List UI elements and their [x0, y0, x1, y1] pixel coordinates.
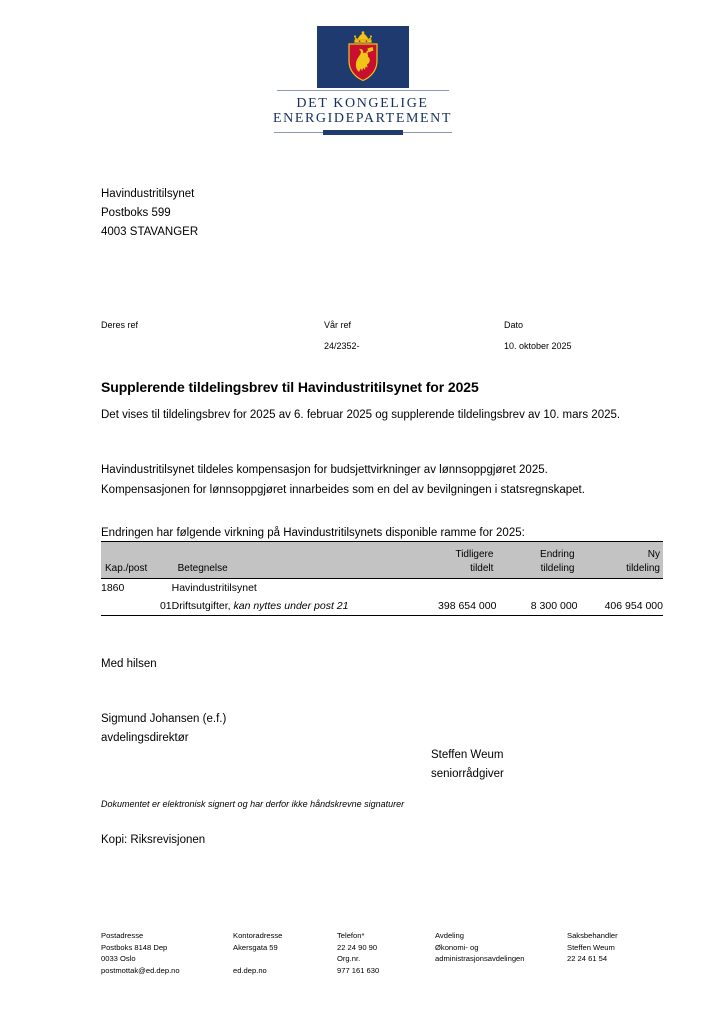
cell-betegnelse-1: [172, 597, 404, 616]
signature-right-name: Steffen Weum: [431, 749, 504, 761]
col-header-ny-tildeling: [578, 542, 664, 579]
var-ref-column: [324, 318, 360, 353]
signature-right: [431, 746, 504, 784]
footer-col3-line2: 22 24 90 90: [337, 942, 378, 952]
crest-block: [317, 26, 409, 88]
footer-col1-line1: Postadresse: [101, 931, 144, 940]
recipient-line-2: Postboks 599: [101, 207, 171, 219]
cell-endring-1: 8 300 000: [496, 597, 577, 616]
footer-col3-line1: Telefon*: [337, 931, 365, 940]
footer-column-saksbehandler: [567, 930, 667, 965]
electronic-signature-disclaimer: Dokumentet er elektronisk signert og har derfor ikke håndskrevne signaturer: [101, 799, 405, 809]
signature-left-name: Sigmund Johansen (e.f.): [101, 713, 227, 725]
copy-recipient: Kopi: Riksrevisjonen: [101, 834, 206, 846]
signature-greeting: Med hilsen: [101, 658, 157, 670]
cell-ny-1: 406 954 000: [578, 597, 664, 616]
footer-col5-line3: 22 24 61 54: [567, 954, 608, 963]
footer-col2-spacer: [233, 953, 333, 965]
footer-col1-line2: Postboks 8148 Dep: [101, 942, 168, 952]
allocation-table: [101, 541, 663, 616]
cell-kap-0: 1860: [101, 582, 125, 594]
col-header-endring-line1: Endring: [540, 549, 575, 560]
footer-col3-line4: 977 161 630: [337, 965, 380, 975]
signature-right-title: seniorrådgiver: [431, 768, 504, 780]
allocation-table-head: [101, 542, 663, 579]
cell-betegnelse-1-italic: kan nyttes under post 21: [233, 600, 349, 612]
logo-divider-bottom: [274, 130, 452, 135]
body-paragraph-2: Havindustritilsynet tildeles kompensasjon for budsjettvirkninger av lønnsoppgjøret 2025. Kompensasjonen for lønnsoppgjøret innarbeides som en del av bevilgningen i statsregnskapet.: [101, 464, 585, 496]
var-ref-label: Vår ref: [324, 320, 352, 330]
logo-text-line2: ENERGIDEPARTEMENT: [272, 111, 453, 126]
col-header-kap-post: [101, 542, 172, 579]
signature-left: [101, 710, 226, 748]
logo-divider-bottom-bar: [323, 130, 403, 135]
cell-endring-0: [496, 579, 577, 598]
norwegian-coat-of-arms-icon: [343, 31, 383, 83]
recipient-address: [101, 185, 198, 242]
cell-tidligere-1: 398 654 000: [403, 597, 496, 616]
cell-post-1: 01: [101, 597, 172, 616]
body-paragraph-1: Det vises til tildelingsbrev for 2025 av 6. februar 2025 og supplerende tildelingsbrev av 10. mars 2025.: [101, 409, 621, 421]
footer-col3-line3: Org.nr.: [337, 954, 361, 963]
col-header-betegnelse-line2: Betegnelse: [177, 563, 228, 574]
footer-col2-line4: ed.dep.no: [233, 965, 267, 975]
allocation-table-header-row: [101, 542, 663, 579]
col-header-tidligere-line1: Tidligere: [455, 549, 494, 560]
department-logo: [0, 26, 725, 135]
footer-col2-line1: Kontoradresse: [233, 931, 283, 940]
logo-text: [273, 96, 452, 126]
footer-col5-line1: Saksbehandler: [567, 931, 618, 940]
footer-col2-line2: Akersgata 59: [233, 942, 278, 952]
dato-label: Dato: [504, 320, 524, 330]
var-ref-value: 24/2352-: [324, 341, 360, 351]
footer-column-kontoradresse: [233, 930, 333, 976]
footer-col4-line3: administrasjonsavdelingen: [435, 954, 525, 963]
table-row: [101, 579, 663, 598]
allocation-table-body: [101, 579, 663, 616]
col-header-endring-tildeling: [496, 542, 577, 579]
cell-betegnelse-0-text: Havindustritilsynet: [171, 582, 257, 594]
col-header-tidligere-line2: tildelt: [470, 563, 494, 574]
cell-tidligere-0: [403, 579, 496, 598]
cell-betegnelse-1-text: Driftsutgifter,: [171, 600, 234, 612]
footer-column-postadresse: [101, 930, 231, 976]
logo-divider-top: [277, 90, 449, 91]
footer-col4-line1: Avdeling: [435, 931, 464, 940]
body-paragraph-3: Endringen har følgende virkning på Havindustritilsynets disponible ramme for 2025:: [101, 527, 525, 539]
footer-col1-line4: postmottak@ed.dep.no: [101, 965, 180, 975]
dato-value: 10. oktober 2025: [504, 341, 572, 351]
table-row: [101, 597, 663, 616]
signature-left-title: avdelingsdirektør: [101, 732, 189, 744]
footer-column-avdeling: [435, 930, 565, 965]
footer-col4-line2: Økonomi- og: [435, 942, 479, 952]
cell-ny-0: [578, 579, 664, 598]
footer-col1-line3: 0033 Oslo: [101, 954, 136, 963]
recipient-line-1: Havindustritilsynet: [101, 188, 195, 200]
deres-ref-column: [101, 318, 138, 339]
col-header-ny-line1: Ny: [647, 549, 660, 560]
col-header-kap-post-line2: Kap./post: [105, 563, 148, 574]
col-header-betegnelse: [172, 542, 404, 579]
logo-text-line1: DET KONGELIGE: [296, 96, 429, 111]
document-title: Supplerende tildelingsbrev til Havindustritilsynet for 2025: [101, 379, 479, 395]
col-header-endring-line2: tildeling: [540, 563, 575, 574]
footer-col5-line2: Steffen Weum: [567, 942, 615, 952]
deres-ref-label: Deres ref: [101, 320, 139, 330]
reference-row: [101, 318, 671, 358]
footer-column-telefon: [337, 930, 432, 976]
cell-betegnelse-0: [172, 579, 404, 598]
col-header-tidligere-tildelt: [403, 542, 496, 579]
recipient-line-3: 4003 STAVANGER: [101, 226, 199, 238]
col-header-ny-line2: tildeling: [626, 563, 660, 574]
dato-column: [504, 318, 572, 353]
